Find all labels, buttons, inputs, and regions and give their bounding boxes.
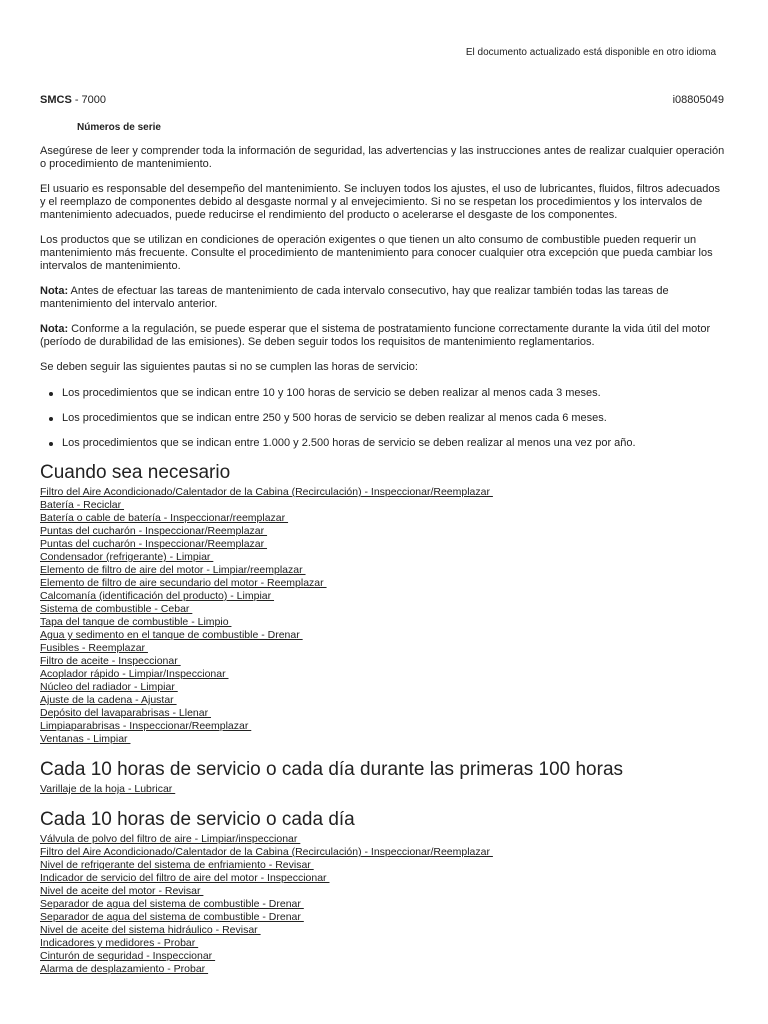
maintenance-link[interactable]: Acoplador rápido - Limpiar/Inspeccionar (40, 668, 229, 680)
maintenance-link[interactable]: Cinturón de seguridad - Inspeccionar (40, 950, 216, 962)
maintenance-link[interactable]: Elemento de filtro de aire secundario del motor - Reemplazar (40, 577, 327, 589)
maintenance-link[interactable]: Puntas del cucharón - Inspeccionar/Reemplazar (40, 525, 268, 537)
maintenance-link[interactable]: Elemento de filtro de aire del motor - Limpiar/reemplazar (40, 564, 306, 576)
serial-numbers-heading: Números de serie (77, 122, 161, 133)
document-body (40, 93, 728, 976)
note-1 (40, 285, 728, 311)
maintenance-section (40, 461, 728, 746)
list-item (40, 387, 728, 400)
maintenance-link[interactable]: Nivel de aceite del sistema hidráulico - Revisar (40, 924, 261, 936)
maintenance-link[interactable]: Condensador (refrigerante) - Limpiar (40, 551, 214, 563)
note-2 (40, 323, 728, 349)
guidelines-list (40, 387, 728, 450)
note-2-text: Conforme a la regulación, se puede esperar que el sistema de postratamiento funcione correctamente durante la vida útil del motor (período de durabilidad de las emisiones). Se deben seguir todos los requisitos de mantenimiento reglamentarios. (40, 323, 711, 348)
list-item-text: Los procedimientos que se indican entre 1.000 y 2.500 horas de servicio se deben realizar al menos una vez por año. (62, 437, 636, 449)
section-title: Cuando sea necesario (40, 462, 231, 483)
maintenance-link-list (40, 783, 728, 796)
maintenance-link[interactable]: Filtro del Aire Acondicionado/Calentador de la Cabina (Recirculación) - Inspeccionar/Reemplazar (40, 486, 493, 498)
list-item-text: Los procedimientos que se indican entre 10 y 100 horas de servicio se deben realizar al menos cada 3 meses. (62, 387, 601, 399)
maintenance-link[interactable]: Tapa del tanque de combustible - Limpio (40, 616, 232, 628)
maintenance-section (40, 808, 728, 976)
maintenance-link[interactable]: Limpiaparabrisas - Inspeccionar/Reemplazar (40, 720, 252, 732)
guidelines-intro: Se deben seguir las siguientes pautas si no se cumplen las horas de servicio: (40, 361, 418, 373)
maintenance-link[interactable]: Indicador de servicio del filtro de aire del motor - Inspeccionar (40, 872, 330, 884)
maintenance-link[interactable]: Nivel de aceite del motor - Revisar (40, 885, 204, 897)
maintenance-link[interactable]: Ajuste de la cadena - Ajustar (40, 694, 177, 706)
maintenance-link[interactable]: Agua y sedimento en el tanque de combustible - Drenar (40, 629, 303, 641)
bullet-icon (49, 417, 53, 421)
maintenance-link[interactable]: Separador de agua del sistema de combustible - Drenar (40, 911, 304, 923)
maintenance-section (40, 758, 728, 796)
smcs-value: - 7000 (71, 94, 107, 106)
section-title: Cada 10 horas de servicio o cada día (40, 809, 355, 830)
note-1-text: Antes de efectuar las tareas de mantenimiento de cada intervalo consecutivo, hay que realizar también todas las tareas de mantenimiento del intervalo anterior. (40, 285, 669, 310)
maintenance-link[interactable]: Separador de agua del sistema de combustible - Drenar (40, 898, 304, 910)
maintenance-link[interactable]: Varillaje de la hoja - Lubricar (40, 783, 176, 795)
language-notice-link[interactable]: El documento actualizado está disponible en otro idioma (465, 47, 716, 58)
maintenance-link[interactable]: Depósito del lavaparabrisas - Llenar (40, 707, 212, 719)
list-item (40, 412, 728, 425)
intro-paragraph-3: Los productos que se utilizan en condiciones de operación exigentes o que tienen un alto consumo de combustible pueden requerir un mantenimiento más frecuente. Consulte el procedimiento de mantenimiento para conocer cualquier otra excepción que pueda cambiar los intervalos de mantenimiento. (40, 234, 713, 272)
list-item-text: Los procedimientos que se indican entre 250 y 500 horas de servicio se deben realizar al menos cada 6 meses. (62, 412, 607, 424)
bullet-icon (49, 442, 53, 446)
note-2-label: Nota: (40, 323, 69, 335)
maintenance-link[interactable]: Filtro del Aire Acondicionado/Calentador de la Cabina (Recirculación) - Inspeccionar/Reemplazar (40, 846, 493, 858)
maintenance-link[interactable]: Calcomanía (identificación del producto) - Limpiar (40, 590, 275, 602)
maintenance-link[interactable]: Válvula de polvo del filtro de aire - Limpiar/inspeccionar (40, 833, 301, 845)
maintenance-link[interactable]: Sistema de combustible - Cebar (40, 603, 193, 615)
maintenance-link[interactable]: Indicadores y medidores - Probar (40, 937, 199, 949)
maintenance-sections (40, 461, 728, 976)
intro-paragraph-2: El usuario es responsable del desempeño del mantenimiento. Se incluyen todos los ajustes, el uso de lubricantes, fluidos, filtros adecuados y el reemplazo de componentes debido al desgaste normal y al envejecimiento. Si no se respetan los procedimientos y los intervalos de mantenimiento adecuados, puede reducirse el rendimiento del producto o acelerarse el desgaste de los componentes. (40, 183, 720, 221)
maintenance-link[interactable]: Filtro de aceite - Inspeccionar (40, 655, 181, 667)
maintenance-link[interactable]: Alarma de desplazamiento - Probar (40, 963, 209, 975)
maintenance-link[interactable]: Batería - Reciclar (40, 499, 125, 511)
document-id: i08805049 (672, 94, 724, 106)
intro-paragraph-1: Asegúrese de leer y comprender toda la información de seguridad, las advertencias y las instrucciones antes de realizar cualquier operación o procedimiento de mantenimiento. (40, 145, 725, 170)
smcs-label: SMCS (40, 94, 72, 106)
maintenance-link[interactable]: Batería o cable de batería - Inspeccionar/reemplazar (40, 512, 289, 524)
maintenance-link[interactable]: Nivel de refrigerante del sistema de enfriamiento - Revisar (40, 859, 314, 871)
maintenance-link[interactable]: Núcleo del radiador - Limpiar (40, 681, 178, 693)
smcs-row (40, 93, 728, 109)
section-title: Cada 10 horas de servicio o cada día durante las primeras 100 horas (40, 759, 624, 780)
maintenance-link[interactable]: Fusibles - Reemplazar (40, 642, 148, 654)
maintenance-link[interactable]: Puntas del cucharón - Inspeccionar/Reemplazar (40, 538, 268, 550)
list-item (40, 437, 728, 450)
note-1-label: Nota: (40, 285, 69, 297)
bullet-icon (49, 392, 53, 396)
maintenance-link-list (40, 486, 728, 746)
smcs-code (40, 93, 106, 109)
maintenance-link-list (40, 833, 728, 976)
maintenance-link[interactable]: Ventanas - Limpiar (40, 733, 131, 745)
